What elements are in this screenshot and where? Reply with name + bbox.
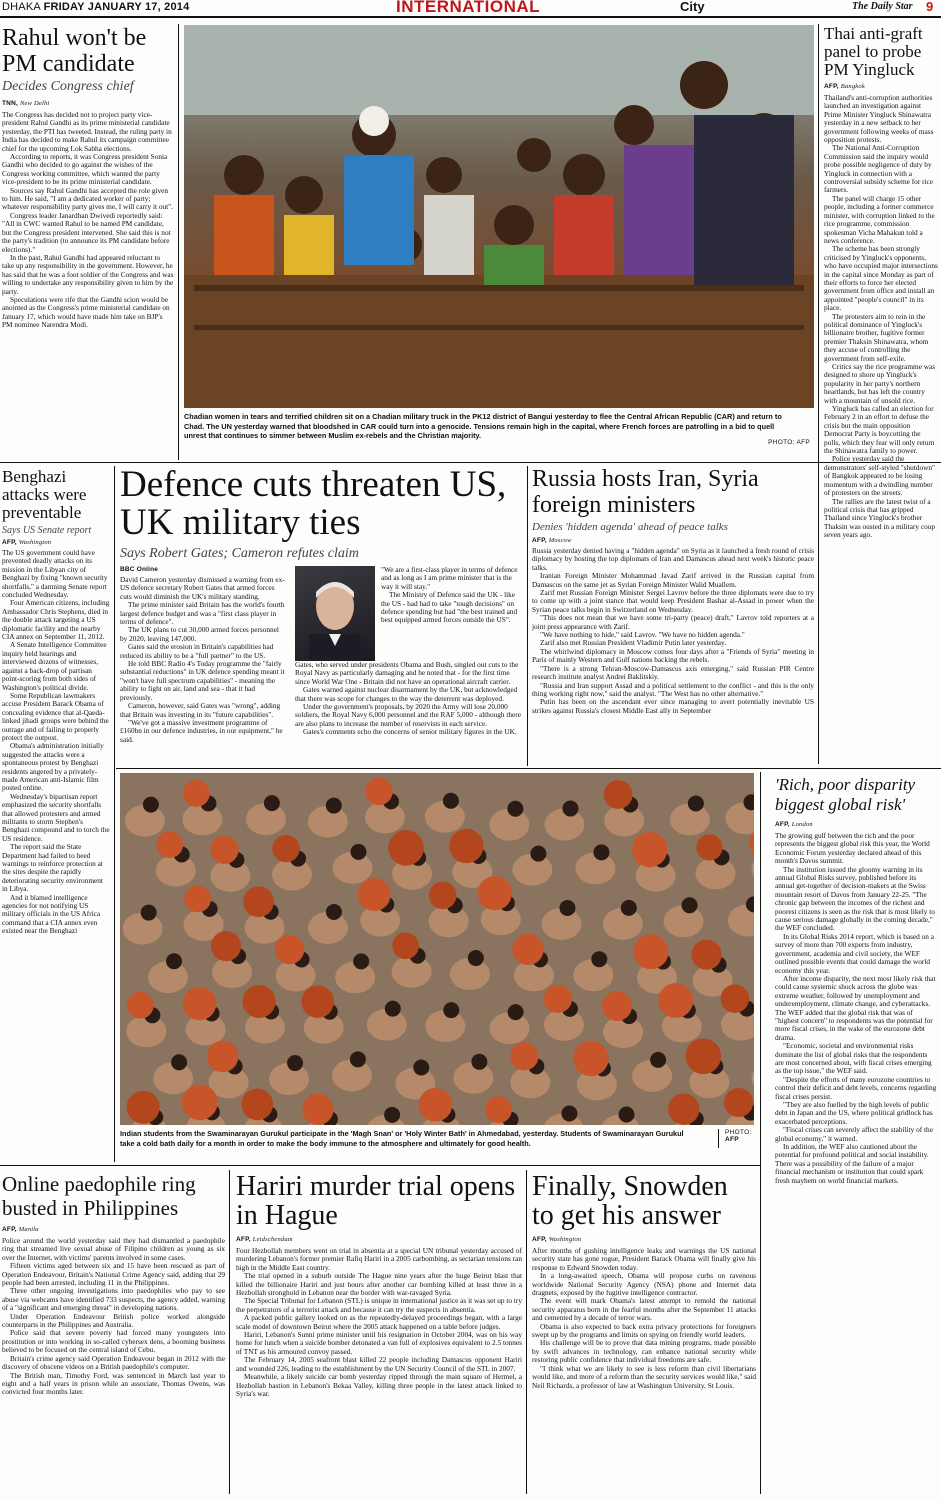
rahul-headline: Rahul won't be PM candidate	[2, 25, 147, 77]
article-paedophile	[2, 1172, 225, 1397]
snowden-byline: AFP, Washington	[532, 1236, 582, 1243]
chad-caption: Chadian women in tears and terrified children sit on a Chadian military truck in the PK12 district of Bangui yesterday to flee the Central African Republic (CAR) and return to Chad. The UN yesterday warned that bloodshed in CAR could turn into a genocide. Tensions remain high in the capital, where French forces are patrolling in a bid to quell unrest that continues to simmer between Muslim ex-rebels and the Christian majority.	[184, 412, 782, 441]
section-rule	[116, 768, 941, 769]
section-rule	[0, 1165, 760, 1166]
paedophile-headline: Online paedophile ring busted in Philippines	[2, 1172, 196, 1220]
section-rule	[0, 462, 941, 463]
bath-photo-credit: PHOTO: AFP	[718, 1129, 752, 1148]
column-rule	[526, 1170, 527, 1494]
paedophile-body: Police around the world yesterday said they had dismantled a paedophile ring that streamed live sexual abuse of Filipino children as young as six over the Internet, with victims' parents involved in some cases. Fifteen victims aged between six and 15 have been rescued as part of Operation Endeavour, Britain's National Crime Agency said, adding that 29 people had been arrested, including 11 in the Philippines. Three other ongoing investigations into paedophiles who pay to see abuse via webcams have identified 733 suspects, the agency added, warning of a "significant and emerging threat" in developing nations. Under Operation Endeavour British police worked alongside counterparts in the Philippines and Australia. Police said that severe poverty had forced many youngsters into prostitution or into working in so-called cybersex dens, a booming business believed to be focused on the central island of Cebu. Britain's crime agency said Operation Endeavour began in 2012 with the discovery of obscene videos on a British paedophile's computer. The British man, Timothy Ford, was sentenced in March last year to eight and a half years in prison while an associate, Thomas Owens, was convicted four months later.	[2, 1236, 225, 1397]
gates-portrait	[295, 566, 375, 661]
chad-photo-illustration	[184, 25, 814, 408]
thai-body: Thailand's anti-corruption authorities launched an investigation against Prime Minister Yingluck Shinawatra yesterday in a new setback to her government following weeks of mass opposition protests. The National Anti-Corruption Commission said the inquiry would probe possible negligence of duty by Yingluck in connection with a controversial subsidy scheme for rice farmers. The panel will charge 15 other people, including a former commerce minister, with corruption linked to the rice programme, commission spokesman Vicha Mahakun told a news conference. The scheme has been strongly criticised by Yingluck's opponents, who have occupied major intersections in the capital since Monday as part of their efforts to force her elected government from office and install an appointed "people's council" in its place. The protesters aim to rein in the political dominance of Yingluck's billionaire brother, fugitive former premier Thaksin Shinawatra, whom they accuse of controlling the government from self-exile. Critics say the rice programme was designed to shore up Yingluck's popularity in her party's northern heartlands, but has left the country with a mountain of unsold rice. Yingluck has called an election for February 2 in an effort to defuse the crisis but the main opposition Democrat Party is boycotting the polls, which they fear will only return the Shinawatra family to power. Police yesterday said the demonstrators' self-styled "shutdown" of Bangkok appeared to be losing momentum with a dwindling number of protesters on the streets. The rallies are the latest twist of a political crisis that has gripped Thailand since Yingluck's brother Thaksin was ousted in a military coup seven years ago.	[824, 93, 938, 540]
benghazi-deck: Says US Senate report	[2, 525, 92, 536]
hariri-byline: AFP, Leidschendam	[236, 1236, 293, 1243]
column-rule	[818, 24, 819, 764]
column-rule	[178, 24, 179, 460]
russia-byline: AFP, Moscow	[532, 537, 572, 544]
article-rahul	[2, 25, 174, 330]
snowden-headline: Finally, Snowden to get his answer	[532, 1171, 728, 1231]
column-rule	[229, 1170, 230, 1494]
bath-photo-illustration	[120, 773, 754, 1125]
defence-body-col2b: Gates, who served under presidents Obama and Bush, singled out cuts to the Royal Navy as particularly damaging and he noted that - for the first time since World War One - Britain did not have an operational aircraft carrier. Gates warned against nuclear disarmament by the UK, but acknowledged that there was scope for changes to the way the deterrent was deployed. Under the government's proposals, by 2020 the Army will lose 20,000 soldiers, the Royal Navy 6,000 personnel and the RAF 5,000 - although there are also plans to increase the number of reservists in each service. Gates's comments echo the concerns of senior military figures in the UK.	[295, 660, 521, 737]
rahul-byline: TNN, New Delhi	[2, 100, 50, 107]
defence-headline: Defence cuts threaten US, UK military ties	[120, 464, 507, 543]
article-thai	[824, 25, 938, 540]
article-wef	[775, 775, 937, 1185]
article-snowden	[532, 1172, 756, 1390]
defence-body-col2a: "We are a first-class player in terms of defence and as long as I am prime minister that is the way it will stay." The Ministry of Defence said the UK - like the US - had had to take "tough decisions" on defence spending but had "the best trained and best equipped armed forces outside the US".	[381, 565, 518, 625]
section-title: INTERNATIONAL	[396, 0, 541, 16]
header-dateline: DHAKA FRIDAY JANUARY 17, 2014	[2, 1, 190, 13]
bath-photo	[120, 773, 754, 1125]
chad-photo-block	[184, 25, 814, 455]
russia-deck: Denies 'hidden agenda' ahead of peace talks	[532, 521, 728, 533]
article-hariri	[236, 1172, 522, 1398]
paedophile-byline: AFP, Manila	[2, 1226, 39, 1233]
defence-body-col1: David Cameron yesterday dismissed a warning from ex-US defence secretary Robert Gates that armed forces cuts would diminish the UK's military standing. The prime minister said Britain has the world's fourth largest defence budget and was a "first class player in terms of defence". The UK plans to cut 30,000 armed forces personnel by 2020, leaving 147,000. Gates said the erosion in Britain's capabilities had reduced its ability to be a "full partner" to the US. He told BBC Radio 4's Today programme the "fairly substantial reductions" in UK defence spending meant it "won't have full spectrum capabilities" - meaning the ability to fight on air, land and sea - that it had previously. Cameron, however, said Gates was "wrong", adding that Britain was investing in its "future capabilities". "We've got a massive investment programme of £160bn in our defence industries, in our equipment," he said.	[120, 575, 285, 744]
paper-logo: The Daily Star	[852, 1, 913, 12]
benghazi-headline: Benghazi attacks were preventable	[2, 467, 87, 522]
hariri-headline: Hariri murder trial opens in Hague	[236, 1171, 516, 1231]
column-rule	[527, 466, 528, 766]
chad-photo-credit: PHOTO: AFP	[768, 439, 810, 446]
snowden-body: After months of gushing intelligence leaks and warnings the US national security state has gone rogue, President Barack Obama will finally give his response to Edward Snowden today. In a long-awaited speech, Obama will propose curbs on ravenous worldwide National Security Agency (NSA) phone and Internet data dragnets, exposed by the fugitive intelligence contractor. The event will mark Obama's latest attempt to remold the national security apparatus born in the fearful months after the September 11 attacks and cemented by a decade of terror wars. Obama is also expected to back extra privacy protections for foreigners swept up by the programs and limits on spying on friendly world leaders. His challenge will be to prove that data mining programs, made possible by swift advances in technology, can enhance national security while restoring public confidence that individual freedoms are safe. "I think what we are likely to see is less reform than civil libertarians would like, and more of a reform than the security services would like," said Neil Richards, a professor of law at Washington University, St Louis.	[532, 1246, 756, 1390]
column-rule	[114, 466, 115, 1162]
wef-byline: AFP, London	[775, 821, 813, 828]
benghazi-byline: AFP, Washington	[2, 539, 52, 546]
chad-photo	[184, 25, 814, 408]
benghazi-body: The US government could have prevented deadly attacks on its mission in the Libyan city of Benghazi by fixing "known security shortfalls," a damning Senate report concluded Wednesday. Four American citizens, including Ambassador Chris Stephens, died in the double attack targeting a US diplomatic facility and the nearby CIA annex on September 11, 2012. A Senate Intelligence Committee inquiry held hearings and interviewed dozens of witnesses, against a back-drop of partisan point-scoring from both sides of Washington's political divide. Some Republican lawmakers accuse President Barack Obama of concealing evidence that al-Qaeda-linked jihadi groups were behind the outrage and of failing to properly protect the outpost. Obama's administration initially suggested the attacks were a spontaneous protest by Benghazi residents angered by a privately-made American anti-Islamic film posted online. Wednesday's bipartisan report emphasized the security shortfalls that allowed protesters and armed militants to storm Stephen's Benghazi compound and to torch the US residence. The report said the State Department had failed to heed warnings to reinforce protection at the sites despite the rapidly deteriorating security environment in Libya. And it blamed intelligence agencies for not notifying US military officials in the US Africa command that a CIA annex even existed near the Benghazi	[2, 548, 110, 936]
rahul-body: The Congress has decided not to project party vice-president Rahul Gandhi as its prime ministerial candidate yesterday, the PTI has tweeted. Instead, the ruling party in India has decided to make Rahul its campaign committee chief for the upcoming Lok Sabha elections. According to reports, it was Congress president Sonia Gandhi who decided to go against the wishes of the Congress working committee, which wanted the party vice-president to be its prime ministerial candidate. Sources say Rahul Gandhi has accepted the role given to him. He said, "I am a dedicated worker of party; whatever responsibility party gives me, I will carry it out". Congress leader Janardhan Dwivedi reportedly said: "All in CWC wanted Rahul to be named PM candidate, but the Congress president intervened. She said this is not the party's tradition (to announce its PM candidate before elections)." In the past, Rahul Gandhi had appeared reluctant to take up any responsibility in the government. However, he has said that he was a foot soldier of the Congress and was willing to undertake any responsibility given to him by the party. Speculations were rife that the Gandhi scion would be anointed as the Congress's prime ministerial candidate on January 17, which would have made him take on BJP's PM nominee Narendra Modi.	[2, 110, 174, 330]
page-number: 9	[926, 0, 934, 14]
wef-headline: 'Rich, poor disparity biggest global risk'	[775, 775, 916, 814]
hariri-body: Four Hezbollah members went on trial in absentia at a special UN tribunal yesterday accused of murdering Lebanon's former premier Rafiq Hariri in a 2005 carbombing, as sectarian tensions ran high in the Middle East country. The trial opened in a suburb outside The Hague nine years after the huge Beirut blast that killed the billionaire Hariri and just hours after another car bombing killed at least three in a Hezbollah stronghold in Lebanon near the border with war-ravaged Syria. The Special Tribunal for Lebanon (STL) is unique in international justice as it was set up to try the perpetrators of a terrorist attack and because it can try the suspects in absentia. A packed public gallery looked on as the repeatedly-delayed proceedings began, with a large scale model of downtown Beirut where the 2005 attack happened on a table before judges. Hariri, Lebanon's Sunni prime minister until his resignation in October 2004, was on his way home for lunch when a suicide bomber detonated a van full of explosives equivalent to 2.5 tonnes of TNT as his armoured convoy passed. The February 14, 2005 seafront blast killed 22 people including Damascus opponent Hariri and wounded 226, leading to the establishment by the UN Security Council of the STL in 2007. Meanwhile, a likely suicide car bomb yesterday ripped through the main square of Hermel, a Hezbollah bastion in Lebanon's Bekaa Valley, killing three people in the latest attack linked to Syria's war.	[236, 1246, 522, 1398]
gates-portrait-illustration	[295, 566, 375, 661]
rahul-deck: Decides Congress chief	[2, 79, 134, 94]
edition-label: City	[680, 0, 705, 14]
wef-body: The growing gulf between the rich and the poor represents the biggest global risk this year, the World Economic Forum yesterday declared ahead of this month's Davos summit. The institution issued the gloomy warning in its annual Global Risks survey, published before its annual get-together of decision-makers at the Swiss mountain resort of Davos from January 22-25. "The chronic gap between the incomes of the richest and poorest citizens is seen as the risk that is most likely to cause serious damage globally in the coming decade," the WEF concluded. In its Global Risks 2014 report, which is based on a survey of more than 700 experts from industry, government, academia and civil society, the WEF outlined possible events that could damage the world economy this year. After income disparity, the next most likely risk that could cause systemic shock across the globe was extreme weather, followed by unemployment and underemployment, climate change, and cyberattacks. The WEF added that the global risk that was of "highest concern" to respondents was the potential for more fiscal crises, in the wake of the eurozone debt drama. "Economic, societal and environmental risks dominate the list of global risks that the respondents are most concerned about, with fiscal crises emerging as the top issue," the WEF said. "Despite the efforts of many eurozone countries to control their deficit and debt levels, concerns regarding fiscal crises persist. "They are also fuelled by the high levels of public debt in Japan and the US, where political gridlock has exacerbated perceptions. "Fiscal crises can severely affect the stability of the global economy," it warned. In addition, the WEF also cautioned about the potential for profound political and social instability. There was a possibility of the failure of a major financial mechanism or institution that could spark fresh mayhem on world financial markets.	[775, 831, 937, 1185]
thai-byline: AFP, Bangkok	[824, 83, 865, 90]
column-rule	[760, 772, 761, 1494]
russia-body: Russia yesterday denied having a "hidden agenda" on Syria as it launched a fresh round of crisis diplomacy by hosting the top diplomats of Iran and Damascus ahead next week's historic peace talks. Iranian Foreign Minister Mohammad Javad Zarif arrived in the Russian capital from Damascus on the same jet as Syrian Foreign Minister Walid Muallem. Zarif met Russian Foreign Minister Sergei Lavrov before the three diplomats were due to try to come up with a joint stance that would keep President Bashar al-Assad in power when the Syrian peace talks begin in Switzerland on Wednesday. "This does not mean that we have some tri-party (peace) draft," Lavrov told reporters at a joint press appearance with Zarif. "We have nothing to hide," said Lavrov. "We have no hidden agenda." Zarif also met Russian President Vladimir Putin later yesterday. The whirlwind diplomacy in Moscow comes four days after a "Friends of Syria" meeting in Paris of mainly Western and Gulf nations backing the rebels. "There is a strong Tehran-Moscow-Damascus axis emerging," said Russian PIR Centre research institute analyst Andrei Baklitskiy. "Russia and Iran support Assad and a political settlement to the conflict - and this is the only thing working right now," said the analyst. "The West has no other alternative." Putin has been on the ascendant ever since managing to avert potentially inevitable US strikes against Russia's closest Middle East ally in September	[532, 546, 814, 715]
defence-byline: BBC Online	[120, 566, 159, 573]
defence-deck: Says Robert Gates; Cameron refutes claim	[120, 546, 359, 561]
article-russia	[532, 466, 814, 715]
russia-headline: Russia hosts Iran, Syria foreign ministers	[532, 466, 759, 518]
bath-caption: Indian students from the Swaminarayan Gurukul participate in the 'Magh Snan' or 'Holy Winter Bath' in Ahmedabad, yesterday. Students of Swaminarayan Gurukul take a cold bath daily for a month in order to make the body immune to the atmosphere and ultimately for good health.	[120, 1129, 684, 1148]
bath-photo-block	[120, 773, 754, 1161]
thai-headline: Thai anti-graft panel to probe PM Yingluck	[824, 24, 923, 79]
article-defence	[120, 466, 522, 744]
article-benghazi	[2, 468, 110, 936]
page-header	[0, 0, 941, 18]
